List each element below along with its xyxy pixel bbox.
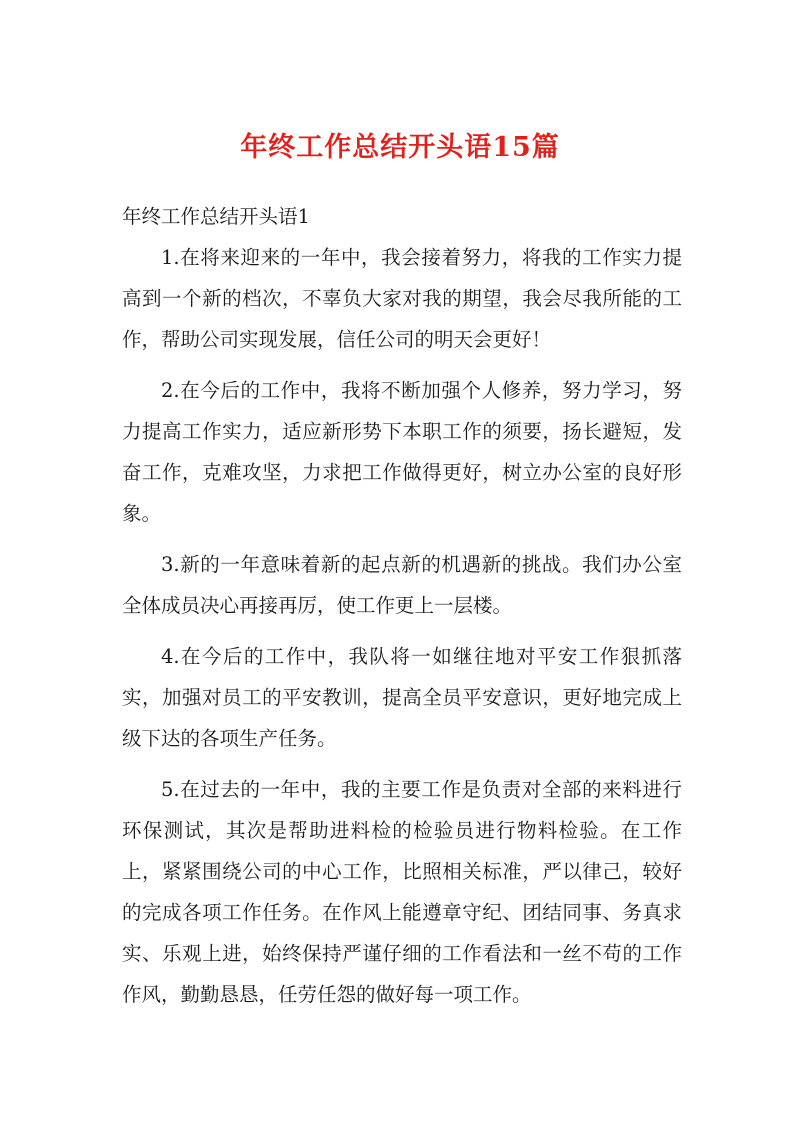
section-heading: 年终工作总结开头语1 bbox=[122, 205, 310, 228]
document-body bbox=[122, 196, 682, 1025]
paragraph-5: 5.在过去的一年中，我的主要工作是负责对全部的来料进行环保测试，其次是帮助进料检的检验员进行物料检验。在工作上，紧紧围绕公司的中心工作，比照相关标准，严以律己，较好的完成各项工作任务。在作风上能遵章守纪、团结同事、务真求实、乐观上进，始终保持严谨仔细的工作看法和一丝不苟的工作作风，勤勤恳恳，任劳任怨的做好每一项工作。 bbox=[122, 778, 682, 1006]
paragraph-4: 4.在今后的工作中，我队将一如继往地对平安工作狠抓落实，加强对员工的平安教训，提高全员平安意识，更好地完成上级下达的各项生产任务。 bbox=[122, 645, 682, 750]
paragraph-3: 3.新的一年意味着新的起点新的机遇新的挑战。我们办公室全体成员决心再接再厉，使工作更上一层楼。 bbox=[122, 553, 682, 617]
paragraph-1: 1.在将来迎来的一年中，我会接着努力，将我的工作实力提高到一个新的档次，不辜负大家对我的期望，我会尽我所能的工作，帮助公司实现发展，信任公司的明天会更好！ bbox=[122, 246, 682, 351]
paragraph-2: 2.在今后的工作中，我将不断加强个人修养，努力学习，努力提高工作实力，适应新形势下本职工作的须要，扬长避短，发奋工作，克难攻坚，力求把工作做得更好，树立办公室的良好形象。 bbox=[122, 379, 682, 525]
page-title: 年终工作总结开头语15篇 bbox=[240, 132, 560, 163]
